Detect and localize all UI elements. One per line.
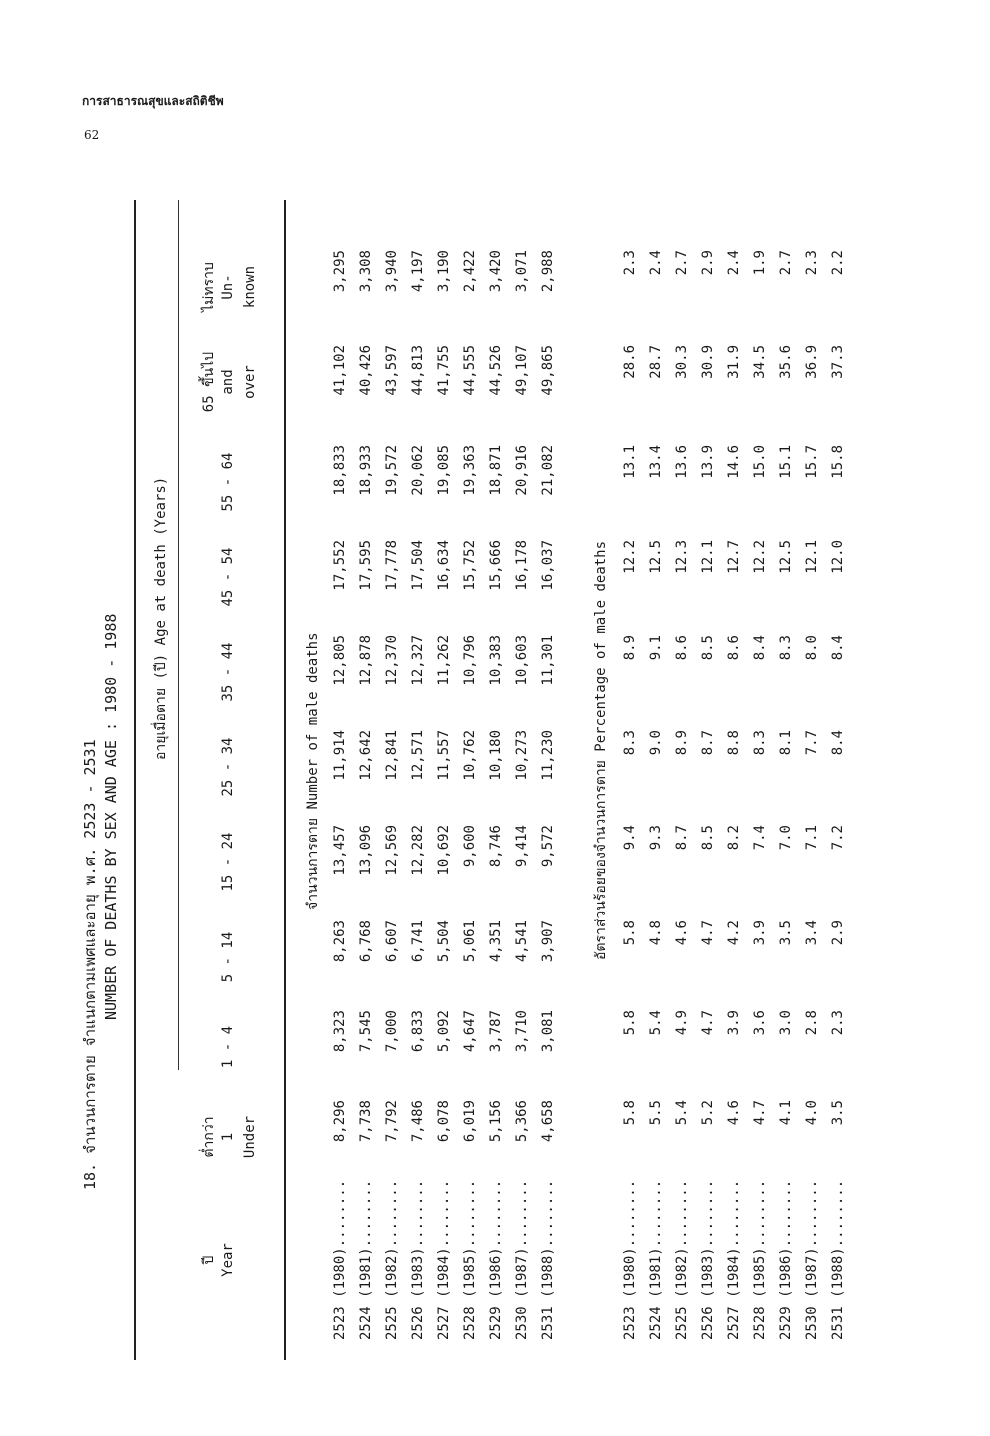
cell-value: 3.9 bbox=[752, 920, 768, 946]
cell-value: 7.4 bbox=[752, 825, 768, 851]
cell-value: 12,571 bbox=[410, 730, 426, 781]
table-row bbox=[384, 200, 410, 1360]
cell-value: 6,019 bbox=[462, 1100, 478, 1143]
cell-value: 10,383 bbox=[488, 635, 504, 686]
cell-value: 4.1 bbox=[778, 1100, 794, 1126]
table-row bbox=[436, 200, 462, 1360]
table-row bbox=[410, 200, 436, 1360]
cell-value: 17,552 bbox=[332, 540, 348, 591]
row-year: 2531 (1988)........ bbox=[830, 1179, 846, 1340]
cell-value: 3,787 bbox=[488, 1010, 504, 1053]
header-rule bbox=[284, 200, 286, 1360]
cell-value: 8.7 bbox=[700, 730, 716, 756]
cell-value: 5,156 bbox=[488, 1100, 504, 1143]
row-year: 2523 (1980)........ bbox=[622, 1179, 638, 1340]
cell-value: 6,833 bbox=[410, 1010, 426, 1053]
cell-value: 4.6 bbox=[674, 920, 690, 946]
cell-value: 20,916 bbox=[514, 445, 530, 496]
cell-value: 8.6 bbox=[726, 635, 742, 661]
cell-value: 15.8 bbox=[830, 445, 846, 479]
cell-value: 2.3 bbox=[622, 250, 638, 276]
cell-value: 7,738 bbox=[358, 1100, 374, 1143]
cell-value: 7.7 bbox=[804, 730, 820, 756]
cell-value: 19,363 bbox=[462, 445, 478, 496]
cell-value: 4,197 bbox=[410, 250, 426, 293]
cell-value: 13.9 bbox=[700, 445, 716, 479]
cell-value: 49,107 bbox=[514, 345, 530, 396]
cell-value: 3,710 bbox=[514, 1010, 530, 1053]
rotated-table bbox=[70, 200, 940, 1360]
cell-value: 3.6 bbox=[752, 1010, 768, 1036]
cell-value: 2.9 bbox=[830, 920, 846, 946]
cell-value: 40,426 bbox=[358, 345, 374, 396]
cell-value: 8.3 bbox=[622, 730, 638, 756]
cell-value: 3,308 bbox=[358, 250, 374, 293]
cell-value: 6,607 bbox=[384, 920, 400, 963]
top-rule bbox=[134, 200, 136, 1360]
cell-value: 12,569 bbox=[384, 825, 400, 876]
cell-value: 5,092 bbox=[436, 1010, 452, 1053]
row-year: 2527 (1984)........ bbox=[436, 1179, 452, 1340]
cell-value: 2.8 bbox=[804, 1010, 820, 1036]
cell-value: 18,833 bbox=[332, 445, 348, 496]
cell-value: 30.3 bbox=[674, 345, 690, 379]
column-header-l2: known bbox=[242, 265, 258, 309]
cell-value: 44,526 bbox=[488, 345, 504, 396]
running-header: การสาธารณสุขและสถิติชีพ bbox=[82, 94, 224, 108]
cell-value: 31.9 bbox=[726, 345, 742, 379]
cell-value: 16,037 bbox=[540, 540, 556, 591]
cell-value: 12,805 bbox=[332, 635, 348, 686]
column-header-l1: 35 - 44 bbox=[220, 642, 236, 702]
cell-value: 15.7 bbox=[804, 445, 820, 479]
cell-value: 12.1 bbox=[804, 540, 820, 574]
cell-value: 4,658 bbox=[540, 1100, 556, 1143]
table-row bbox=[700, 200, 726, 1360]
cell-value: 10,273 bbox=[514, 730, 530, 781]
cell-value: 49,865 bbox=[540, 345, 556, 396]
table-row bbox=[778, 200, 804, 1360]
cell-value: 11,914 bbox=[332, 730, 348, 781]
row-year: 2525 (1982)........ bbox=[674, 1179, 690, 1340]
cell-value: 4.7 bbox=[752, 1100, 768, 1126]
row-year: 2530 (1987)........ bbox=[804, 1179, 820, 1340]
cell-value: 5,366 bbox=[514, 1100, 530, 1143]
cell-value: 21,082 bbox=[540, 445, 556, 496]
cell-value: 2,422 bbox=[462, 250, 478, 293]
cell-value: 13.4 bbox=[648, 445, 664, 479]
column-header-l1: 15 - 24 bbox=[220, 832, 236, 892]
cell-value: 10,796 bbox=[462, 635, 478, 686]
cell-value: 11,262 bbox=[436, 635, 452, 686]
cell-value: 12,370 bbox=[384, 635, 400, 686]
row-year: 2524 (1981)........ bbox=[358, 1179, 374, 1340]
cell-value: 17,504 bbox=[410, 540, 426, 591]
cell-value: 15.1 bbox=[778, 445, 794, 479]
row-year: 2526 (1983)........ bbox=[410, 1179, 426, 1340]
cell-value: 2.3 bbox=[830, 1010, 846, 1036]
table-row bbox=[804, 200, 830, 1360]
cell-value: 3,071 bbox=[514, 250, 530, 293]
row-year: 2524 (1981)........ bbox=[648, 1179, 664, 1340]
cell-value: 8.4 bbox=[752, 635, 768, 661]
row-year: 2530 (1987)........ bbox=[514, 1179, 530, 1340]
cell-value: 17,778 bbox=[384, 540, 400, 591]
row-year: 2529 (1986)........ bbox=[778, 1179, 794, 1340]
cell-value: 6,078 bbox=[436, 1100, 452, 1143]
cell-value: 7,792 bbox=[384, 1100, 400, 1143]
table-row bbox=[648, 200, 674, 1360]
cell-value: 12,642 bbox=[358, 730, 374, 781]
cell-value: 9.3 bbox=[648, 825, 664, 851]
cell-value: 6,768 bbox=[358, 920, 374, 963]
table-row bbox=[332, 200, 358, 1360]
cell-value: 8,746 bbox=[488, 825, 504, 868]
cell-value: 28.7 bbox=[648, 345, 664, 379]
cell-value: 4.6 bbox=[726, 1100, 742, 1126]
age-group-rule bbox=[178, 200, 179, 1070]
cell-value: 10,762 bbox=[462, 730, 478, 781]
table-row bbox=[674, 200, 700, 1360]
table-row bbox=[726, 200, 752, 1360]
table-row bbox=[830, 200, 856, 1360]
column-header-thai: 65 ขึ้นไป bbox=[201, 351, 217, 413]
cell-value: 13,457 bbox=[332, 825, 348, 876]
cell-value: 4.9 bbox=[674, 1010, 690, 1036]
row-year: 2528 (1985)........ bbox=[462, 1179, 478, 1340]
cell-value: 19,572 bbox=[384, 445, 400, 496]
cell-value: 6,741 bbox=[410, 920, 426, 963]
column-header-l1: Un- bbox=[220, 274, 236, 300]
cell-value: 2.2 bbox=[830, 250, 846, 276]
cell-value: 19,085 bbox=[436, 445, 452, 496]
cell-value: 3.4 bbox=[804, 920, 820, 946]
cell-value: 10,692 bbox=[436, 825, 452, 876]
cell-value: 4.7 bbox=[700, 920, 716, 946]
cell-value: 9,572 bbox=[540, 825, 556, 868]
cell-value: 4.0 bbox=[804, 1100, 820, 1126]
cell-value: 44,813 bbox=[410, 345, 426, 396]
cell-value: 3,295 bbox=[332, 250, 348, 293]
cell-value: 7,545 bbox=[358, 1010, 374, 1053]
table-row bbox=[488, 200, 514, 1360]
cell-value: 4,647 bbox=[462, 1010, 478, 1053]
row-year: 2531 (1988)........ bbox=[540, 1179, 556, 1340]
cell-value: 8.1 bbox=[778, 730, 794, 756]
cell-value: 41,102 bbox=[332, 345, 348, 396]
cell-value: 4.7 bbox=[700, 1010, 716, 1036]
cell-value: 12.2 bbox=[752, 540, 768, 574]
year-header-thai: ปี bbox=[201, 1255, 217, 1265]
cell-value: 3,907 bbox=[540, 920, 556, 963]
cell-value: 5,504 bbox=[436, 920, 452, 963]
cell-value: 13,096 bbox=[358, 825, 374, 876]
cell-value: 36.9 bbox=[804, 345, 820, 379]
cell-value: 9.0 bbox=[648, 730, 664, 756]
cell-value: 3.9 bbox=[726, 1010, 742, 1036]
cell-value: 8.7 bbox=[674, 825, 690, 851]
page-number: 62 bbox=[84, 128, 100, 142]
cell-value: 8.4 bbox=[830, 730, 846, 756]
table-row bbox=[752, 200, 778, 1360]
cell-value: 12.2 bbox=[622, 540, 638, 574]
cell-value: 5.5 bbox=[648, 1100, 664, 1126]
cell-value: 8.3 bbox=[752, 730, 768, 756]
cell-value: 3,081 bbox=[540, 1010, 556, 1053]
cell-value: 3,940 bbox=[384, 250, 400, 293]
cell-value: 12,878 bbox=[358, 635, 374, 686]
cell-value: 20,062 bbox=[410, 445, 426, 496]
cell-value: 8.4 bbox=[830, 635, 846, 661]
cell-value: 13.1 bbox=[622, 445, 638, 479]
cell-value: 8.8 bbox=[726, 730, 742, 756]
cell-value: 15,666 bbox=[488, 540, 504, 591]
section2-title: อัตราส่วนร้อยของจำนวนการตาย Percentage of male deaths bbox=[593, 540, 609, 960]
cell-value: 16,634 bbox=[436, 540, 452, 591]
cell-value: 3.5 bbox=[830, 1100, 846, 1126]
cell-value: 41,755 bbox=[436, 345, 452, 396]
cell-value: 2,988 bbox=[540, 250, 556, 293]
cell-value: 2.4 bbox=[648, 250, 664, 276]
cell-value: 11,301 bbox=[540, 635, 556, 686]
cell-value: 30.9 bbox=[700, 345, 716, 379]
cell-value: 8,263 bbox=[332, 920, 348, 963]
cell-value: 4.8 bbox=[648, 920, 664, 946]
cell-value: 8.2 bbox=[726, 825, 742, 851]
cell-value: 8,323 bbox=[332, 1010, 348, 1053]
cell-value: 11,230 bbox=[540, 730, 556, 781]
cell-value: 12,327 bbox=[410, 635, 426, 686]
cell-value: 3.0 bbox=[778, 1010, 794, 1036]
cell-value: 9,414 bbox=[514, 825, 530, 868]
cell-value: 3,190 bbox=[436, 250, 452, 293]
cell-value: 7,486 bbox=[410, 1100, 426, 1143]
table-title-thai: 18. จำนวนการตาย จำแนกตามเพศและอายุ พ.ศ. 2523 - 2531 bbox=[81, 739, 99, 1190]
cell-value: 12.0 bbox=[830, 540, 846, 574]
cell-value: 8.9 bbox=[622, 635, 638, 661]
cell-value: 18,933 bbox=[358, 445, 374, 496]
row-year: 2528 (1985)........ bbox=[752, 1179, 768, 1340]
column-header-l1: 5 - 14 bbox=[220, 931, 236, 983]
column-header-l1: 1 - 4 bbox=[220, 1025, 236, 1069]
cell-value: 12.3 bbox=[674, 540, 690, 574]
table-row bbox=[514, 200, 540, 1360]
cell-value: 3.5 bbox=[778, 920, 794, 946]
section1-title: จำนวนการตาย Number of male deaths bbox=[305, 632, 321, 910]
cell-value: 9,600 bbox=[462, 825, 478, 868]
cell-value: 13.6 bbox=[674, 445, 690, 479]
cell-value: 15.0 bbox=[752, 445, 768, 479]
column-header-thai: ไม่ทราบ bbox=[201, 262, 217, 312]
cell-value: 8.6 bbox=[674, 635, 690, 661]
cell-value: 2.9 bbox=[700, 250, 716, 276]
table-row bbox=[358, 200, 384, 1360]
cell-value: 9.4 bbox=[622, 825, 638, 851]
age-group-header: อายุเมื่อตาย (ปี) Age at death (Years) bbox=[153, 476, 169, 760]
table-row bbox=[622, 200, 648, 1360]
cell-value: 2.4 bbox=[726, 250, 742, 276]
cell-value: 7,000 bbox=[384, 1010, 400, 1053]
cell-value: 2.7 bbox=[778, 250, 794, 276]
cell-value: 16,178 bbox=[514, 540, 530, 591]
table-title-en: NUMBER OF DEATHS BY SEX AND AGE : 1980 - 1988 bbox=[102, 613, 120, 1020]
column-header-l1: 25 - 34 bbox=[220, 737, 236, 797]
cell-value: 34.5 bbox=[752, 345, 768, 379]
cell-value: 12,282 bbox=[410, 825, 426, 876]
cell-value: 8.9 bbox=[674, 730, 690, 756]
cell-value: 17,595 bbox=[358, 540, 374, 591]
cell-value: 5.4 bbox=[674, 1100, 690, 1126]
cell-value: 28.6 bbox=[622, 345, 638, 379]
cell-value: 2.3 bbox=[804, 250, 820, 276]
row-year: 2527 (1984)........ bbox=[726, 1179, 742, 1340]
cell-value: 14.6 bbox=[726, 445, 742, 479]
cell-value: 43,597 bbox=[384, 345, 400, 396]
cell-value: 12.5 bbox=[648, 540, 664, 574]
cell-value: 5.4 bbox=[648, 1010, 664, 1036]
cell-value: 10,180 bbox=[488, 730, 504, 781]
cell-value: 5.8 bbox=[622, 1100, 638, 1126]
cell-value: 18,871 bbox=[488, 445, 504, 496]
cell-value: 37.3 bbox=[830, 345, 846, 379]
cell-value: 35.6 bbox=[778, 345, 794, 379]
cell-value: 5,061 bbox=[462, 920, 478, 963]
cell-value: 12.5 bbox=[778, 540, 794, 574]
cell-value: 8.0 bbox=[804, 635, 820, 661]
cell-value: 8.5 bbox=[700, 825, 716, 851]
cell-value: 5.8 bbox=[622, 1010, 638, 1036]
row-year: 2523 (1980)........ bbox=[332, 1179, 348, 1340]
cell-value: 1.9 bbox=[752, 250, 768, 276]
cell-value: 5.2 bbox=[700, 1100, 716, 1126]
cell-value: 15,752 bbox=[462, 540, 478, 591]
column-header-l1: 45 - 54 bbox=[220, 547, 236, 607]
cell-value: 4,541 bbox=[514, 920, 530, 963]
cell-value: 8.3 bbox=[778, 635, 794, 661]
column-header-l1: 55 - 64 bbox=[220, 452, 236, 512]
table-row bbox=[462, 200, 488, 1360]
row-year: 2526 (1983)........ bbox=[700, 1179, 716, 1340]
cell-value: 9.1 bbox=[648, 635, 664, 661]
column-header-l1: 1 bbox=[220, 1132, 236, 1142]
row-year: 2529 (1986)........ bbox=[488, 1179, 504, 1340]
cell-value: 3,420 bbox=[488, 250, 504, 293]
cell-value: 12.7 bbox=[726, 540, 742, 574]
cell-value: 44,555 bbox=[462, 345, 478, 396]
cell-value: 4.2 bbox=[726, 920, 742, 946]
cell-value: 12.1 bbox=[700, 540, 716, 574]
row-year: 2525 (1982)........ bbox=[384, 1179, 400, 1340]
cell-value: 10,603 bbox=[514, 635, 530, 686]
column-header-l1: and bbox=[220, 369, 236, 395]
cell-value: 11,557 bbox=[436, 730, 452, 781]
cell-value: 2.7 bbox=[674, 250, 690, 276]
cell-value: 5.8 bbox=[622, 920, 638, 946]
column-header-l2: Under bbox=[242, 1115, 258, 1159]
column-header-thai: ต่ำกว่า bbox=[201, 1116, 217, 1158]
year-header-en: Year bbox=[220, 1243, 236, 1277]
cell-value: 4,351 bbox=[488, 920, 504, 963]
cell-value: 7.0 bbox=[778, 825, 794, 851]
cell-value: 8.5 bbox=[700, 635, 716, 661]
cell-value: 12,841 bbox=[384, 730, 400, 781]
column-header-l2: over bbox=[242, 365, 258, 399]
cell-value: 7.1 bbox=[804, 825, 820, 851]
cell-value: 8,296 bbox=[332, 1100, 348, 1143]
table-row bbox=[540, 200, 566, 1360]
cell-value: 7.2 bbox=[830, 825, 846, 851]
